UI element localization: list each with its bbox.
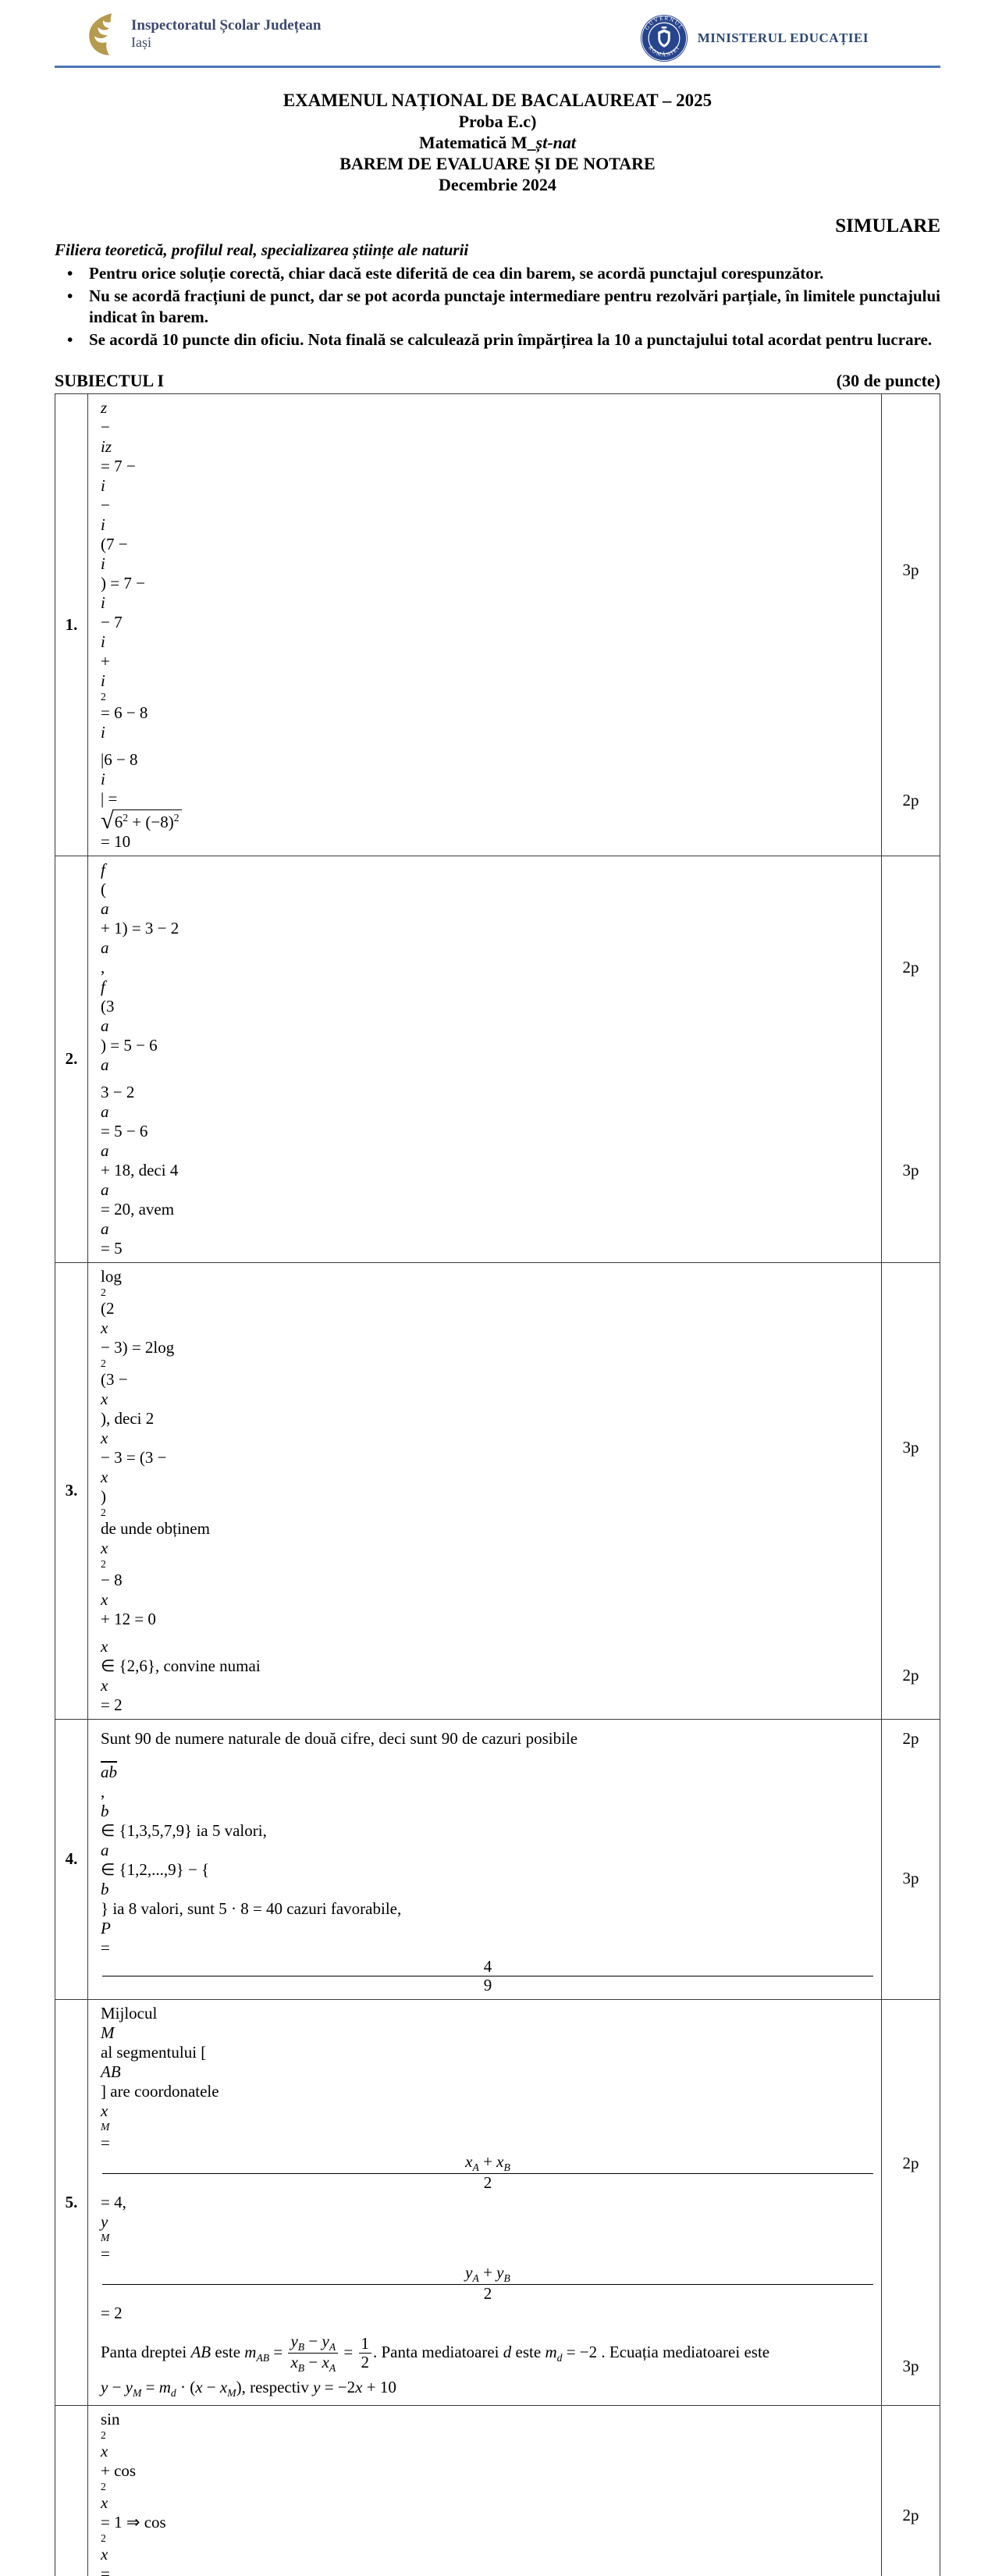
solution-step: x ∈ {2,6}, convine numai x = 2 — [88, 1633, 882, 1719]
isj-name — [131, 12, 321, 51]
solution-step: f ( a + 1) = 3 − 2 a , f (3 a ) = 5 − 6 a — [88, 856, 882, 1079]
instruction-item: • Se acordă 10 puncte din oficiu. Nota finală se calculează prin împărțirea la 10 a punctajului total acordat pentru lucrare. — [55, 329, 940, 350]
solution-step: |6 − 8 i | = √ $6^2 + (-8)^2$ = 10 — [88, 746, 882, 856]
title-line3: Matematică M_șt-nat — [55, 132, 940, 153]
page-header — [55, 0, 940, 66]
solution-step: Mijlocul M al segmentului [ AB ] are coordonatele x M = $x_A + x_B$ 2 = 4, y M = $y_A + y_B$ 2 = 2 — [88, 2000, 882, 2327]
points-value: 2p — [882, 2406, 940, 2576]
table-row — [55, 1999, 940, 2405]
isj-line2: Iași — [131, 34, 321, 51]
points-value: 3p — [882, 1079, 940, 1262]
title-line1: EXAMENUL NAȚIONAL DE BACALAUREAT – 2025 — [55, 90, 940, 111]
table-row — [55, 2405, 940, 2576]
solution-step: $\overline{ab}$ , b ∈ {1,3,5,7,9} ia 5 valori, a ∈ {1,2,...,9} − { b } ia 8 valori, sunt 5 · 8 = 40 cazuri favorabile, P = 4 9 — [88, 1759, 882, 1999]
title-line4: BAREM DE EVALUARE ȘI DE NOTARE — [55, 153, 940, 174]
points-value: 2p — [882, 2000, 940, 2327]
svg-text:GUVERNUL: GUVERNUL — [644, 16, 684, 31]
table-row — [55, 856, 940, 1262]
table-row — [55, 1719, 940, 1999]
subject1-table — [55, 393, 940, 2576]
isj-logo-block — [84, 12, 321, 56]
row-number: 3. — [55, 1263, 88, 1719]
points-value: 2p — [882, 856, 940, 1079]
row-number: 1. — [55, 394, 88, 856]
row-number: 4. — [55, 1720, 88, 1999]
isj-line1: Inspectoratul Școlar Județean — [131, 17, 321, 34]
title-line5: Decembrie 2024 — [55, 174, 940, 195]
simulare-label: SIMULARE — [55, 215, 940, 237]
subject1-title: SUBIECTUL I — [55, 371, 164, 391]
filiera-line: Filiera teoretică, profilul real, specializarea științe ale naturii — [55, 240, 940, 260]
solution-step: Panta dreptei AB este $m_{AB}$ = $\frac{y_B - y_A}{x_B - x_A}$ = $\frac{1}{2}$ . Panta mediatoarei d este $m_d = -2$ . Ecuația mediatoarei este $y - y_M = m_d \cdot (x - x_M)$, respectiv y = −2x + 10 — [88, 2327, 882, 2405]
subject1-header — [55, 371, 940, 391]
solution-step: z − iz = 7 − i − i (7 − i ) = 7 − i − 7 i + i 2 = 6 − 8 i — [88, 394, 882, 746]
table-row — [55, 394, 940, 856]
instruction-item: • Nu se acordă fracțiuni de punct, dar se pot acorda punctaje intermediare pentru rezolvări parțiale, în limitele punctajului indicat în barem. — [55, 286, 940, 328]
points-value: 3p — [882, 2327, 940, 2405]
row-number — [55, 2406, 88, 2576]
svg-text:ROMÂNIEI: ROMÂNIEI — [647, 44, 681, 58]
solution-step: Sunt 90 de numere naturale de două cifre, deci sunt 90 de cazuri posibile — [88, 1720, 882, 1759]
row-number: 2. — [55, 856, 88, 1262]
solution-step: sin 2 x + cos 2 x = 1 ⇒ cos 2 x = — [88, 2406, 882, 2576]
instruction-item: • Pentru orice soluție corectă, chiar dacă este diferită de cea din barem, se acordă punctajul corespunzător. — [55, 263, 940, 284]
subject1-points-label: (30 de puncte) — [837, 371, 940, 391]
points-value: 3p — [882, 1263, 940, 1633]
points-value: 2p — [882, 1720, 940, 1759]
title-block — [55, 90, 940, 195]
points-value: 2p — [882, 746, 940, 856]
guvernul-romaniei-seal-icon — [640, 14, 688, 62]
table-row — [55, 1262, 940, 1719]
solution-step: log 2 (2 x − 3) = 2log 2 (3 − x ), deci 2 x − 3 = (3 − x ) 2 de unde obținem x 2 − 8 x + 12 = 0 — [88, 1263, 882, 1633]
title-line2: Proba E.c) — [55, 111, 940, 132]
points-value: 3p — [882, 394, 940, 746]
instructions-list — [55, 263, 940, 350]
ministry-label: MINISTERUL EDUCAȚIEI — [698, 30, 869, 46]
points-value: 2p — [882, 1633, 940, 1719]
header-divider — [55, 66, 940, 68]
ministry-block — [640, 12, 869, 62]
points-value: 3p — [882, 1759, 940, 1999]
isj-leaf-logo-icon — [84, 12, 120, 56]
row-number: 5. — [55, 2000, 88, 2405]
solution-step: 3 − 2 a = 5 − 6 a + 18, deci 4 a = 20, avem a = 5 — [88, 1079, 882, 1262]
